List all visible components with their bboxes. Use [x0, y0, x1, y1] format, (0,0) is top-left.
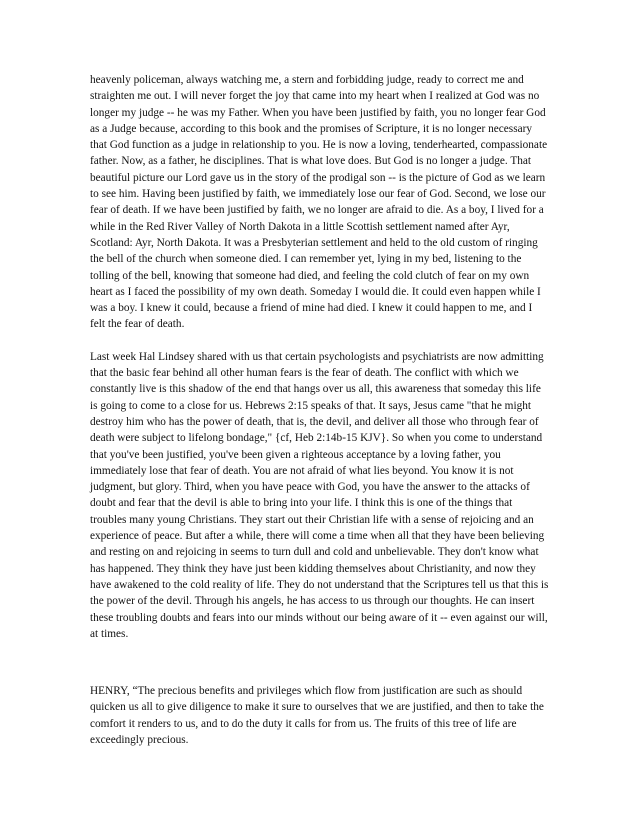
paragraph-henry-quote: HENRY, “The precious benefits and privileges which flow from justification are such as should quicken us all to give diligence to make it sure to ourselves that we are justified, and then to take the comfort it renders to us, and to do the duty it calls for from us. The fruits of this tree of life are exceedingly precious.	[90, 685, 544, 746]
document-page	[90, 72, 550, 748]
paragraph-spacer	[90, 333, 550, 349]
paragraph-spacer	[90, 642, 550, 683]
paragraph-fear-of-death-and-doubt: Last week Hal Lindsey shared with us that certain psychologists and psychiatrists are now admitting that the basic fear behind all other human fears is the fear of death. The conflict with which we constantly live is this shadow of the end that hangs over us all, this awareness that someday this life is going to come to a close for us. Hebrews 2:15 speaks of that. It says, Jesus came "that he might destroy him who has the power of death, that is, the devil, and deliver all those who through fear of death were subject to lifelong bondage," {cf, Heb 2:14b-15 KJV}. So when you come to understand that you've been justified, you've been given a righteous acceptance by a loving father, you immediately lose that fear of death. You are not afraid of what lies beyond. You know it is not judgment, but glory. Third, when you have peace with God, you have the answer to the attacks of doubt and fear that the devil is able to bring into your life. I think this is one of the things that troubles many young Christians. They start out their Christian life with a sense of rejoicing and an experience of peace. But after a while, there will come a time when all that they have been believing and resting on and rejoicing in seems to turn dull and cold and unbelievable. They don't know what has happened. They think they have just been kidding themselves about Christianity, and now they have awakened to the cold reality of life. They do not understand that the Scriptures tell us that this is the power of the devil. Through his angels, he has access to us through our thoughts. He can insert these troubling doubts and fears into our minds without our being aware of it -- even against our will, at times.	[90, 350, 549, 640]
paragraph-fear-of-god-and-death: heavenly policeman, always watching me, a stern and forbidding judge, ready to correct me and straighten me out. I will never forget the joy that came into my heart when I realized at God was no longer my judge -- he was my Father. When you have been justified by faith, you no longer fear God as a Judge because, according to this book and the promises of Scripture, it is no longer necessary that God function as a judge in relationship to you. He is now a loving, tenderhearted, compassionate father. Now, as a father, he disciplines. That is what love does. But God is no longer a judge. That beautiful picture our Lord gave us in the story of the prodigal son -- is the picture of God as we learn to see him. Having been justified by faith, we immediately lose our fear of God. Second, we lose our fear of death. If we have been justified by faith, we no longer are afraid to die. As a boy, I lived for a while in the Red River Valley of North Dakota in a little Scottish settlement named after Ayr, Scotland: Ayr, North Dakota. It was a Presbyterian settlement and held to the old custom of ringing the bell of the church when someone died. I can remember yet, lying in my bed, listening to the tolling of the bell, knowing that someone had died, and feeling the cold clutch of fear on my own heart as I faced the possibility of my own death. Someday I would die. It could even happen while I was a boy. I knew it could, because a friend of mine had died. I knew it could happen to me, and I felt the fear of death.	[90, 74, 548, 331]
